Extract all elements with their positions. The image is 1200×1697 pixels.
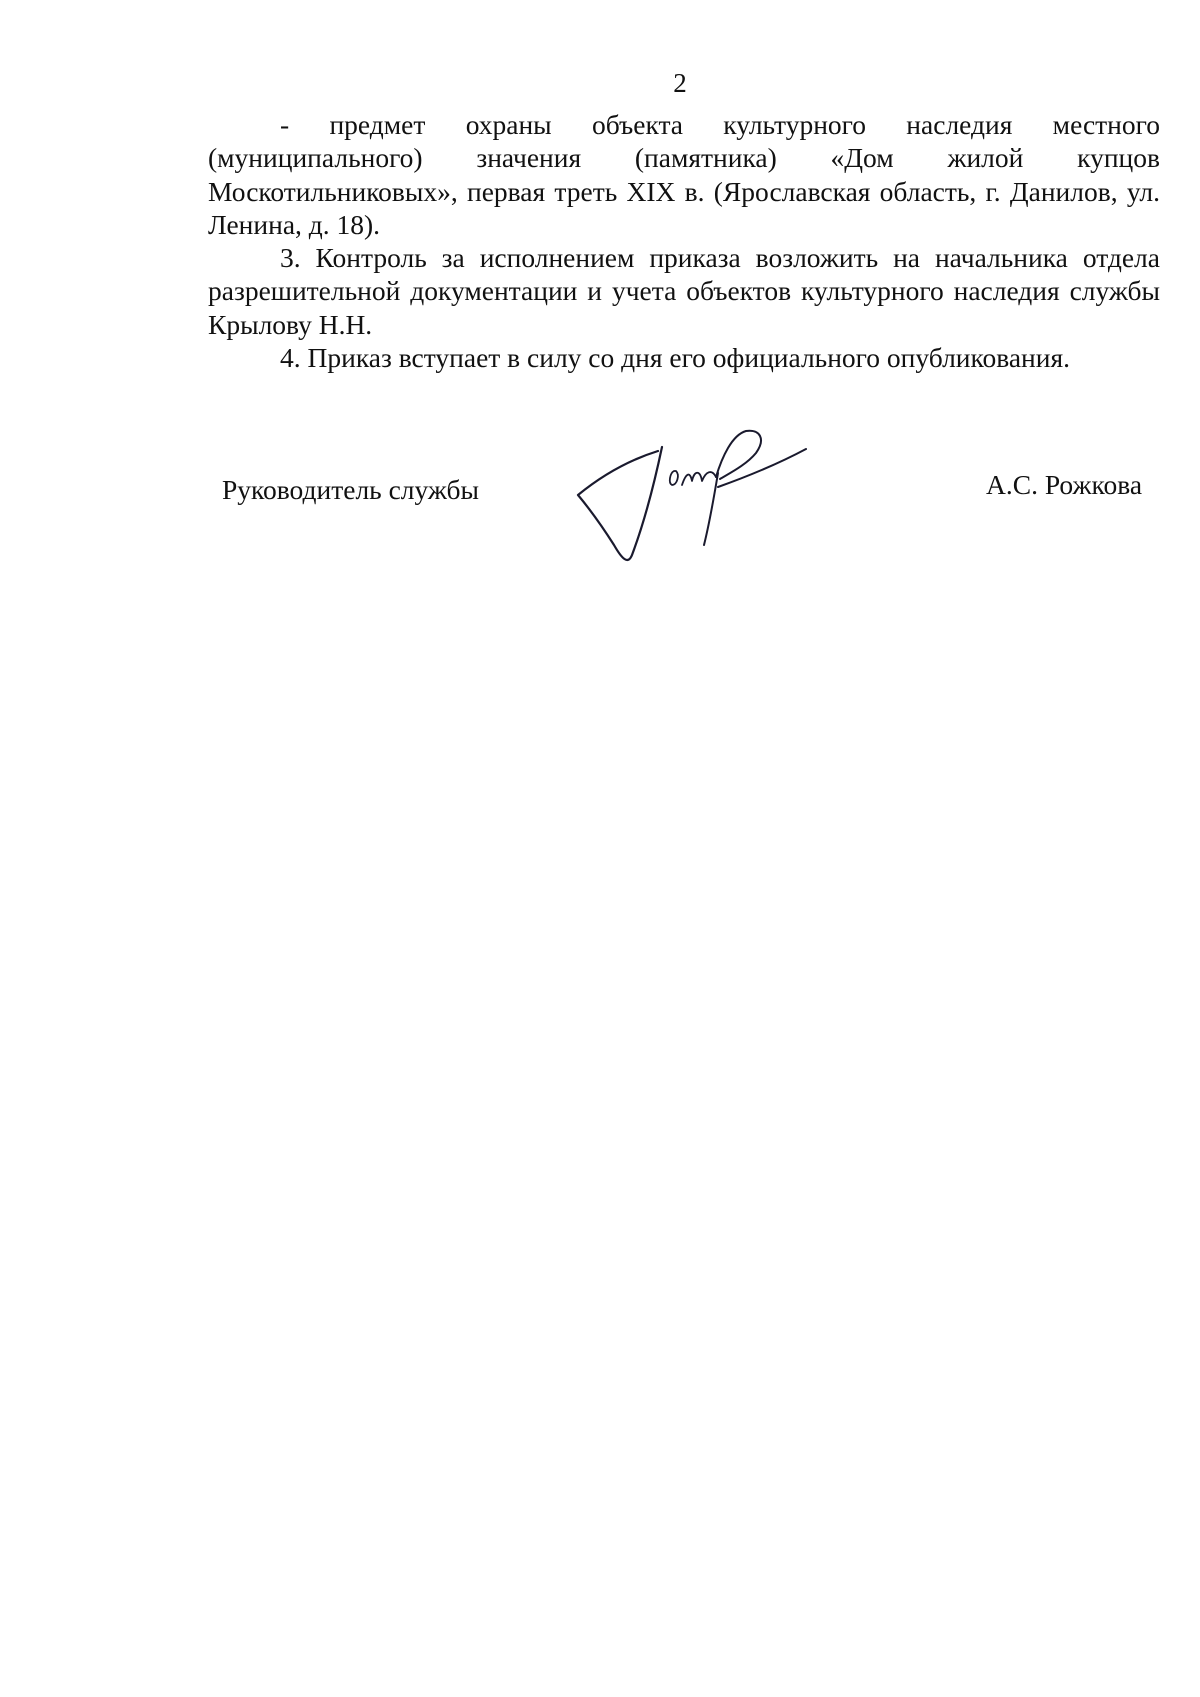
page-number: 2 bbox=[673, 68, 687, 98]
handwritten-signature-icon bbox=[570, 425, 830, 585]
paragraph-effective-clause: 4. Приказ вступает в силу со дня его официального опубликования. bbox=[280, 342, 1071, 374]
paragraph-control-clause: 3. Контроль за исполнением приказа возложить на начальника отдела разрешительной документации и учета объектов культурного наследия службы Крылову Н.Н. bbox=[208, 242, 1160, 340]
signer-role: Руководитель службы bbox=[222, 474, 480, 505]
document-body bbox=[208, 108, 1160, 374]
signature-block bbox=[0, 425, 1200, 585]
signer-name: А.С. Рожкова bbox=[986, 469, 1143, 500]
paragraph-protection-subject: - предмет охраны объекта культурного наследия местного (муниципального) значения (памятника) «Дом жилой купцов Москотильниковых», первая треть XIX в. (Ярославская область, г. Данилов, ул. Ленина, д. 18). bbox=[208, 109, 1160, 240]
